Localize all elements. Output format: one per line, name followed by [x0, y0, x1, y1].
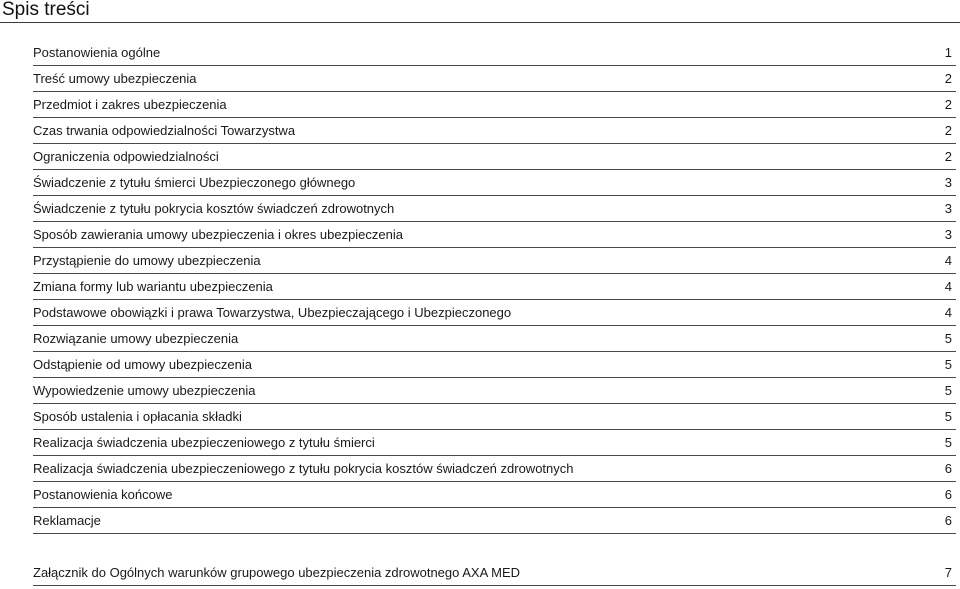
toc-entry-page: 2: [944, 71, 952, 86]
toc-entry-przedmiot-i-zakres[interactable]: [33, 92, 956, 118]
toc-entry-page: 3: [944, 175, 952, 190]
toc-entry-odstapienie[interactable]: [33, 352, 956, 378]
toc-entry-postanowienia-ogolne[interactable]: [33, 40, 956, 66]
toc-entry-label: Podstawowe obowiązki i prawa Towarzystwa, Ubezpieczającego i Ubezpieczonego: [33, 305, 512, 320]
toc-entry-page: 5: [944, 409, 952, 424]
toc-entry-label: Sposób zawierania umowy ubezpieczenia i okres ubezpieczenia: [33, 227, 403, 242]
toc-spacer: [33, 534, 956, 560]
toc-entry-page: 6: [944, 487, 952, 502]
toc-entry-label: Przedmiot i zakres ubezpieczenia: [33, 97, 227, 112]
toc-entry-page: 7: [944, 565, 952, 580]
toc-entry-zmiana-formy[interactable]: [33, 274, 956, 300]
toc-entry-page: 4: [944, 305, 952, 320]
toc-entry-label: Postanowienia ogólne: [33, 45, 161, 60]
toc-entry-wypowiedzenie[interactable]: [33, 378, 956, 404]
title-bar: [0, 0, 960, 23]
toc-entry-label: Załącznik do Ogólnych warunków grupowego ubezpieczenia zdrowotnego AXA MED: [33, 565, 521, 580]
page-title: Spis treści: [2, 0, 90, 20]
toc-entry-sposob-zawierania[interactable]: [33, 222, 956, 248]
toc-entry-page: 5: [944, 331, 952, 346]
toc-entry-tresc-umowy[interactable]: [33, 66, 956, 92]
toc-entry-page: 2: [944, 97, 952, 112]
toc-entry-label: Wypowiedzenie umowy ubezpieczenia: [33, 383, 256, 398]
toc-entry-page: 5: [944, 435, 952, 450]
toc-entry-rozwiazanie[interactable]: [33, 326, 956, 352]
toc-entry-reklamacje[interactable]: [33, 508, 956, 534]
toc-entry-label: Postanowienia końcowe: [33, 487, 173, 502]
toc-entry-obowiazki-i-prawa[interactable]: [33, 300, 956, 326]
toc-entry-label: Realizacja świadczenia ubezpieczeniowego z tytułu pokrycia kosztów świadczeń zdrowotnych: [33, 461, 574, 476]
toc-entry-zalacznik[interactable]: [33, 560, 956, 586]
toc-entry-czas-trwania[interactable]: [33, 118, 956, 144]
toc-entry-label: Świadczenie z tytułu pokrycia kosztów świadczeń zdrowotnych: [33, 201, 395, 216]
toc-entry-page: 2: [944, 123, 952, 138]
table-of-contents: [33, 40, 956, 586]
toc-entry-label: Ograniczenia odpowiedzialności: [33, 149, 219, 164]
toc-entry-label: Realizacja świadczenia ubezpieczeniowego z tytułu śmierci: [33, 435, 375, 450]
toc-entry-realizacja-smierci[interactable]: [33, 430, 956, 456]
toc-entry-label: Reklamacje: [33, 513, 101, 528]
toc-entry-realizacja-kosztow[interactable]: [33, 456, 956, 482]
toc-entry-label: Treść umowy ubezpieczenia: [33, 71, 197, 86]
toc-entry-swiadczenie-smierci[interactable]: [33, 170, 956, 196]
toc-entry-label: Przystąpienie do umowy ubezpieczenia: [33, 253, 261, 268]
toc-entry-page: 2: [944, 149, 952, 164]
toc-entry-swiadczenie-kosztow[interactable]: [33, 196, 956, 222]
toc-entry-skladka[interactable]: [33, 404, 956, 430]
toc-entry-label: Czas trwania odpowiedzialności Towarzystwa: [33, 123, 296, 138]
toc-entry-label: Świadczenie z tytułu śmierci Ubezpieczonego głównego: [33, 175, 356, 190]
toc-entry-page: 4: [944, 279, 952, 294]
toc-entry-page: 6: [944, 513, 952, 528]
toc-entry-przystapienie[interactable]: [33, 248, 956, 274]
toc-entry-page: 1: [944, 45, 952, 60]
toc-entry-ograniczenia[interactable]: [33, 144, 956, 170]
toc-entry-page: 5: [944, 357, 952, 372]
toc-entry-postanowienia-koncowe[interactable]: [33, 482, 956, 508]
toc-entry-label: Sposób ustalenia i opłacania składki: [33, 409, 242, 424]
toc-entry-label: Rozwiązanie umowy ubezpieczenia: [33, 331, 239, 346]
toc-entry-page: 5: [944, 383, 952, 398]
toc-entry-label: Odstąpienie od umowy ubezpieczenia: [33, 357, 252, 372]
toc-entry-label: Zmiana formy lub wariantu ubezpieczenia: [33, 279, 273, 294]
toc-entry-page: 3: [944, 201, 952, 216]
toc-entry-page: 3: [944, 227, 952, 242]
toc-entry-page: 6: [944, 461, 952, 476]
toc-entry-page: 4: [944, 253, 952, 268]
